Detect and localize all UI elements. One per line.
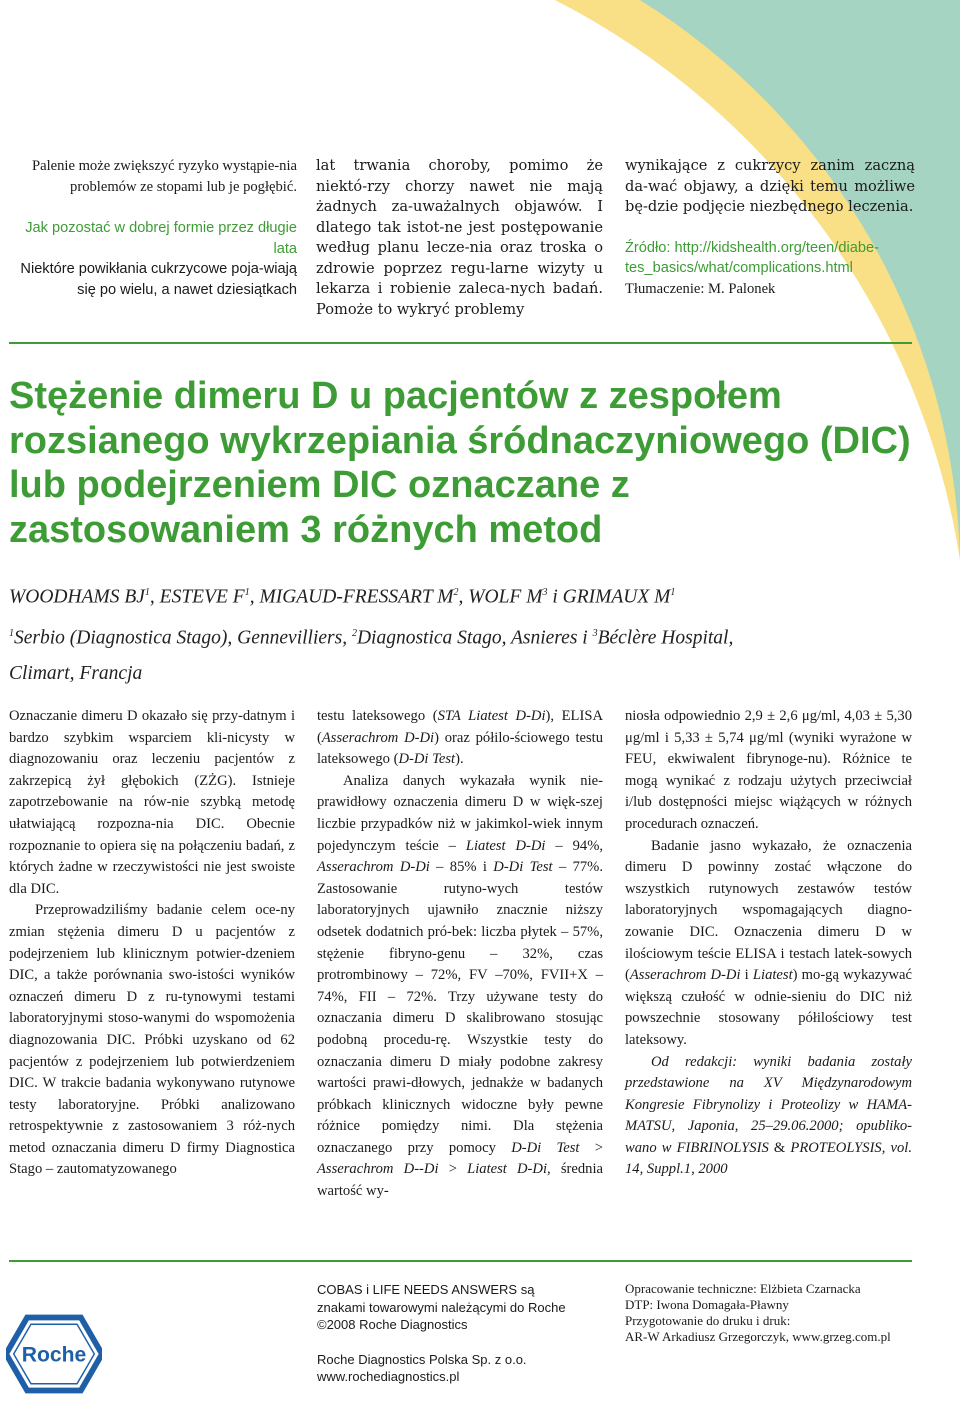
article-affiliations: $^1$Serbio (Diagnostica Stago), Gennevilliers, $^2$Diagnostica Stago, Asnieres i $^3$Béclère Hospital, (9, 627, 734, 648)
prev-article-heading: Jak pozostać w dobrej formie przez długie lata (25, 220, 297, 257)
prev-article-col1 (9, 156, 297, 300)
article-authors-block (9, 575, 939, 692)
article-body-col1 (9, 706, 295, 1181)
prev-article-col2: lat trwania choroby, pomimo że niektó-rzy chorzy nawet nie mają żadnych za-uważalnych objawów. I dlatego tak istot-ne jest postępowanie według planu lecze-nia oraz troska o zdrowie poprzez regu-larne wizyty u lekarza i robienie zaleca-nych badań. Pomoże to wykryć problemy (316, 157, 603, 318)
section-divider (9, 342, 912, 344)
prev-article-text-1: Niektóre powikłania cukrzycowe poja-wiają się po wielu, a nawet dziesiątkach (20, 261, 297, 298)
footer-line: DTP: Iwona Domagała-Pławny (625, 1297, 789, 1312)
footer-line: Roche Diagnostics Polska Sp. z o.o. (317, 1351, 527, 1367)
footer-link[interactable]: www.rochediagnostics.pl (317, 1369, 460, 1384)
article-paragraph: Analiza danych wykazała wynik nie-prawidłowy oznaczenia dimeru D w więk-szej liczbie przypadków niż w jakimkol-wiek innym pojedynczym teście – Liatest D-Di – 94%, Asserachrom D-Di – 85% i D-Di Test – 77%. Zastosowanie rutyno-wych testów laboratoryjnych ujawniło znacznie niższy odsetek dodatnich pró-bek: liczba płytek – 57%, stężenie fibryno-genu – 32%, czas protrombinowy – 72%, FV –70%, FVII+X – 74%, FII – 72%. Trzy używane testy do oznaczania dimeru D skalibrowano stosując podobną procedu-rę. Wszystkie testy do oznaczania dimeru D miały podobne zakresy wartości prawi-dłowych, jednakże w badanych próbkach klinicznych widoczne były pewne różnice pomiędzy nimi. Dla stężenia oznaczanego przy pomocy D-Di Test > Asserachrom D--Di > Liatest D-Di, średnia wartość wy- (317, 772, 604, 1200)
roche-logo-text: Roche (21, 1343, 87, 1367)
article-authors: WOODHAMS $BJ^1$, ESTEVE $F^1$, MIGAUD-FRESSART $M^2$, WOLF $M^3$ i GRIMAUX $M^1$ (9, 586, 676, 608)
prev-article-source: Źródło: http://kidshealth.org/teen/diabe-tes_basics/what/complications.html (625, 239, 879, 276)
article-affiliations-line2: Climart, Francja (9, 663, 143, 684)
footer-line: Opracowanie techniczne: Elżbieta Czarnacka (625, 1281, 861, 1296)
prev-article-text-3: wynikające z cukrzycy zanim zaczną da-wać objawy, a dzięki temu możliwe bę-dzie podjęcie niezbędnego leczenia. (625, 157, 915, 215)
prev-article-col3 (625, 156, 915, 299)
article-body-col3 (625, 706, 912, 1181)
article-paragraph: Oznaczanie dimeru D okazało się przy-datnym i bardzo szybkim wsparciem kli-nicysty w diagnozowaniu oraz leczeniu pacjentów z zakrzepicą żył głębokich (ZŻG). Istnieje zapotrzebowanie na rów-nie szybką metodę ułatwiającą rozpozna-nia DIC. Obecnie rozpoznanie to opiera się na połączeniu badań, z których żadne w rzeczywistości nie jest swoiste dla DIC. (9, 708, 295, 897)
article-paragraph: testu lateksowego (STA Liatest D-Di), ELISA (Asserachrom D-Di) oraz półilo-ściowego testu lateksowego (D-Di Test). (317, 708, 604, 768)
footer-line: COBAS i LIFE NEEDS ANSWERS są (317, 1282, 535, 1297)
footer-divider (9, 1260, 912, 1262)
article-paragraph: niosła odpowiednio 2,9 ± 2,6 μg/ml, 4,03 ± 5,30 μg/ml i 5,33 ± 5,74 μg/ml (wyniki wyrażone w FEU, ekwiwalent fibrynoge-nu). Różnice te mogą wynikać z rodzaju użytych przeciwciał i/lub dostępności miejsc wiążących w różnych procedurach oznaczeń. (625, 708, 912, 832)
article-title: Stężenie dimeru D u pacjentów z zespołem rozsianego wykrzepiania śródnaczyniowego (DIC) lub podejrzeniem DIC oznaczane z zastosowaniem 3 różnych metod (9, 375, 911, 551)
footer-trademark-info (317, 1281, 607, 1386)
footer-line: AR-W Arkadiusz Grzegorczyk, www.grzeg.com.pl (625, 1329, 891, 1344)
article-paragraph: Badanie jasno wykazało, że oznaczenia dimeru D powinny zostać włączone do wszystkich rutynowych zestawów testów laboratoryjnych wspomagających diagno-zowanie DIC. Oznaczenia dimeru D w ilościowym teście ELISA i testach latek-sowych (Asserachrom D-Di i Liatest) mo-gą wykazywać większą czułość w odnie-sieniu do DIC niż powszechnie stosowany półilościowy test lateksowy. (625, 837, 912, 1048)
article-body-col2 (317, 706, 603, 1203)
footer-line: znakami towarowymi należącymi do Roche (317, 1299, 566, 1315)
footer-line: Przygotowanie do druku i druk: (625, 1313, 791, 1328)
prev-article-translator: Tłumaczenie: M. Palonek (625, 280, 776, 297)
footer-line: ©2008 Roche Diagnostics (317, 1317, 468, 1332)
prev-article-intro: Palenie może zwiększyć ryzyko wystąpie-nia problemów ze stopami lub je pogłębić. (31, 158, 297, 195)
roche-logo (6, 1306, 102, 1402)
footer-credits (625, 1281, 925, 1345)
editorial-note: Od redakcji: wyniki badania zostały przedstawione na XV Międzynarodowym Kongresie Fibrynolizy i Proteolizy w HAMA-MATSU, Japonia, 25–29.06.2000; opubliko-wano w FIBRINOLYSIS & PROTEOLYSIS, vol. 14, Suppl.1, 2000 (625, 1053, 912, 1178)
article-paragraph: Przeprowadziliśmy badanie celem oce-ny zmian stężenia dimeru D u pacjentów z podejrzeniem lub klinicznym potwier-dzeniem DIC, a także porównania swo-istości wyników oznaczeń dimeru D z ru-tynowymi testami laboratoryjnymi stoso-wanymi do wspomożenia diagnozowania DIC. Próbki uzyskano od 62 pacjentów z podejrzeniem lub potwierdzeniem DIC. W trakcie badania wykonywano rutynowe testy laboratoryjne. Próbki analizowano retrospektywnie z zastosowaniem 3 róż-nych metod oznaczania dimeru D firmy Diagnostica Stago – zautomatyzowanego (9, 902, 295, 1178)
